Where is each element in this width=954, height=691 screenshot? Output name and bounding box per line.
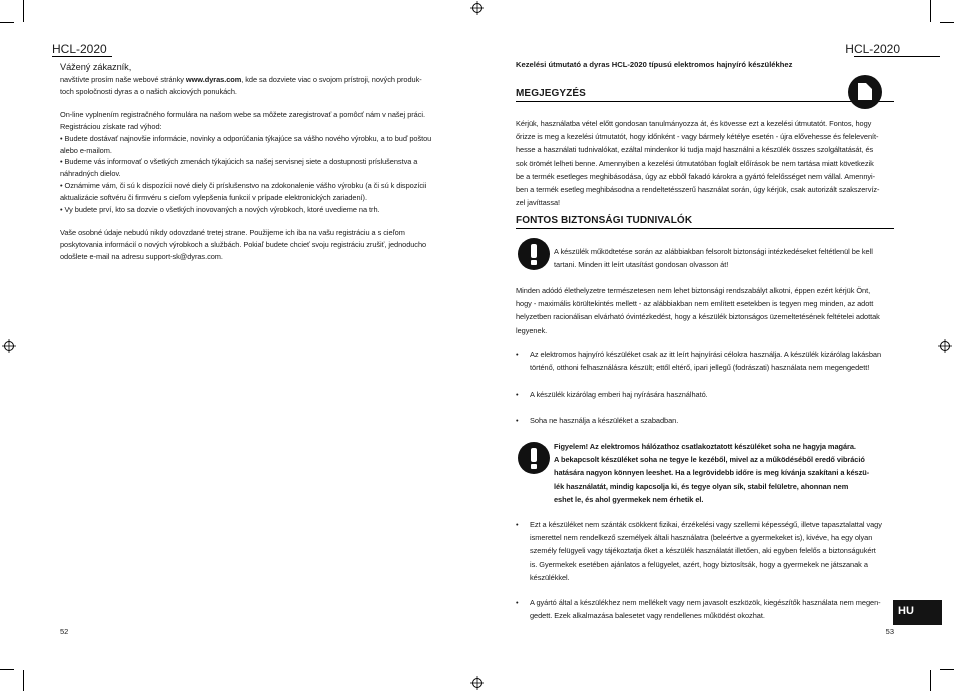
right-page: HCL-2020 Kezelési útmutató a dyras HCL-2020 típusú elektromos hajnyíró készülékhez MEGJEGYZÉS Kérjük, használatba vétel előtt gondosan tanulmányozza át, és kövesse ezt a kezelési útmutatót. Fontos, hogy őrizze is meg a kezelési útmutatót, hogy időnként - vagy bármely kétélye esetén - újra elővehesse és felelevenít- hesse a használati tudnivalókat, ezáltal mindenkor ki tudja majd használni a készülék összes szolgáltatását, és sok örömét lelheti benne. Amennyiben a kezelési útmutatóban foglalt előírások be nem tartása miatt következik be a termék esetleges meghibásodása, úgy az ebből fakadó károkra a gyártó felelősséget nem vállal. Amennyi- ben a termék esetleg meghibásodna a rendeltetésszerű használat során, úgy kérjük, csak autorizált szakszervíz- zel javíttassa! FONTOS BIZTONSÁGI TUDNIVALÓK A készülék működtetése során az alábbiakban felsorolt biztonsági intézkedéseket feltétlenül be kell tartani. Minden itt leírt utasítást gondosan olvasson át! Minden adódó élethelyzetre természetesen nem lehet biztonsági rendszabályt alkotni, éppen ezért kérjük Önt, hogy - maximális körültekintés mellett - az alábbiakban nem említett esetekben is tegyen meg minden, az adott helyzetben racionálisan elvárható óvintézkedést, hogy a készülék biztonságos üzemeltetésének feltételei adottak legyenek. • Az elektromos hajnyíró készüléket csak az itt leírt hajnyírási célokra használja. A készülék kizárólag lakásban történő, otthoni felhasználásra készült; ettől eltérő, ipari jellegű (fodrászati) használata nem megengedett! • A készülék kizárólag emberi haj nyírására használható. • Soha ne használja a készüléket a szabadban. Figyelem! Az elektromos hálózathoz csatlakoztatott készüléket soha ne hagyja magára. A bekapcsolt készüléket soha ne tegye le kezéből, mivel az a működéséből eredő vibráció hatására nagyon könnyen leeshet. Ha a legrövidebb időre is meg kívánja szakítani a készü- lék használatát, mindig kapcsolja ki, és tegye olyan sík, stabil felületre, ahonnan nem eshet le, és ahol gyermekek nem érhetik el. • Ezt a készüléket nem szánták csökkent fizikai, érzékelési vagy szellemi képességű, illetve tapasztalattal vagy ismerettel nem rendelkező személyek általi használatra (beleértve a gyermekeket is), kivéve, ha egy olyan személy felügyeli vagy tájékoztatja őket a készülék használatát illetően, aki egyben felelős a biztonságukért is. Gyermekek esetében ajánlatos a felügyelet, azért, hogy biztosítsák, hogy a gyermekek ne játszanak a készülékkel. • A gyártó által a készülékhez nem mellékelt vagy nem javasolt eszközök, kiegészítők használata nem megen- gedett. Ezek alkalmazása balesetet vagy rendellenes működést okozhat. 53: [514, 40, 894, 650]
crop-mark: [23, 670, 24, 691]
text-line: helyzetben racionálisan elvárható óvintézkedést, hogy a készülék biztonságos üzemeltetésének feltételei adottak: [516, 312, 880, 322]
text-line: On-line vyplnením registračného formulára na našom webe sa môžete zaregistrovať a pomôcť nám v našej práci.: [60, 110, 425, 120]
manual-title: Kezelési útmutató a dyras HCL-2020 típusú elektromos hajnyíró készülékhez: [516, 60, 793, 69]
text-line: gedett. Ezek alkalmazása balesetet vagy rendellenes működést okozhat.: [530, 611, 765, 621]
slovak-text: [60, 62, 442, 263]
text-line: Kérjük, használatba vétel előtt gondosan tanulmányozza át, és kövesse ezt a kezelési útmutatót. Fontos, hogy: [516, 119, 872, 128]
text-line: Ezt a készüléket nem szánták csökkent fizikai, érzékelési vagy szellemi képességű, illetve tapasztalattal vagy: [530, 520, 882, 529]
safety-heading: FONTOS BIZTONSÁGI TUDNIVALÓK: [516, 215, 693, 226]
crop-mark: [23, 0, 24, 22]
text-line: hatására nagyon könnyen leeshet. Ha a legrövidebb időre is meg kívánja szakítani a készü-: [554, 468, 870, 478]
note-heading: MEGJEGYZÉS: [516, 88, 586, 99]
text-line: toch spoločnosti dyras a o našich akciových ponukách.: [60, 86, 237, 96]
crosshair-icon: [470, 676, 484, 690]
text-line: eshet le, és ahol gyermekek nem érhetik el.: [554, 494, 704, 504]
safety-heading-rule: [516, 228, 894, 229]
text-line: be a termék esetleges meghibásodása, úgy az ebből fakadó károkra a gyártó felelősséget nem vállal. Amennyi-: [516, 171, 876, 181]
text-line: tartani. Minden itt leírt utasítást gondosan olvasson át!: [554, 260, 729, 270]
crop-mark: [0, 22, 14, 23]
language-tab: HU: [893, 600, 942, 625]
text-line: Az elektromos hajnyíró készüléket csak az itt leírt hajnyírási célokra használja. A készülék kizárólag lakásban: [530, 350, 882, 359]
text-line: ben a termék esetleg meghibásodna a rendeltetésszerű használat során, úgy kérjük, csak autorizált szakszervíz-: [516, 185, 880, 195]
crop-mark: [940, 22, 954, 23]
text-line: odošlete e-mail na adresu support-sk@dyras.com.: [60, 251, 223, 261]
crop-mark: [940, 669, 954, 670]
text-line: • Budete dostávať najnovšie informácie, novinky a odporúčania týkajúce sa vášho nového výrobku, a to buď poštou: [60, 133, 432, 143]
text-line: poskytovania informácií o nových výrobkoch a službách. Pokiaľ budete chcieť svoju registráciu zrušiť, jednoducho: [60, 239, 427, 249]
safety-intro: [554, 245, 894, 271]
crosshair-icon: [938, 339, 952, 353]
page-number-right: 53: [885, 627, 894, 636]
text-line: Registráciou získate rad výhod:: [60, 121, 162, 131]
crosshair-icon: [470, 1, 484, 15]
text-line: őrizze is meg a kezelési útmutatót, hogy időnként - vagy bármely kétélye esetén - újra elővehesse és felelevenít-: [516, 132, 879, 142]
model-label-left: HCL-2020: [52, 42, 107, 56]
text-line: Soha ne használja a készüléket a szabadban.: [530, 416, 679, 425]
header-rule-right: [854, 56, 940, 57]
text-line: hogy - maximális körültekintés mellett - az alábbiakban nem említett esetekben is tegyen meg minden, az adott: [516, 299, 874, 309]
exclamation-icon: [518, 238, 550, 270]
text-line: hesse a használati tudnivalókat, ezáltal mindenkor ki tudja majd használni a készülék összes szolgáltatását, és: [516, 145, 874, 155]
crop-mark: [930, 0, 931, 22]
website-link: www.dyras.com: [185, 74, 242, 84]
text-line: • Budeme vás informovať o všetkých zmenách týkajúcich sa našej servisnej siete a dostupnosti príslušenstva a: [60, 157, 418, 167]
text-line: náhradných dielov.: [60, 169, 121, 179]
text-line: lék használatát, mindig kapcsolja ki, és tegye olyan sík, stabil felületre, ahonnan nem: [554, 481, 849, 491]
text-line: A bekapcsolt készüléket soha ne tegye le kezéből, mivel az a működéséből eredő vibráció: [554, 455, 865, 465]
text-line: Vaše osobné údaje nebudú nikdy odovzdané tretej strane. Použijeme ich iba na vašu registráciu a s cieľom: [60, 228, 405, 238]
greeting: Vážený zákazník,: [60, 62, 132, 72]
text-line: Figyelem! Az elektromos hálózathoz csatlakoztatott készüléket soha ne hagyja magára.: [554, 442, 856, 451]
text-line: ismerettel nem rendelkező személyek általi használatra (beleértve a gyermekeket is), kivéve, ha egy olyan: [530, 533, 873, 543]
exclamation-icon: [518, 442, 550, 474]
text-line: történő, otthoni felhasználásra készült; ettől eltérő, ipari jellegű (fodrászati) használata nem megengedett!: [530, 363, 870, 373]
warning-text: [554, 440, 894, 506]
general-precautions: [516, 284, 890, 337]
left-page: [52, 40, 444, 650]
text-line: • Vy budete prví, kto sa dozvie o všetkých inovovaných a nových výrobkoch, ktoré uvedieme na trh.: [60, 204, 380, 214]
text-line: sok örömét lelheti benne. Amennyiben a kezelési útmutatóban foglalt előírások be nem tartása miatt következik: [516, 158, 874, 168]
text-line: is. Gyermekek esetében ajánlatos a felügyelet, azért, hogy biztosítsák, hogy a gyermekek ne játszanak a: [530, 559, 868, 569]
text-line: navštívte prosím naše webové stránky www.dyras.com, kde sa dozviete viac o svojom prístroji, nových produk-: [60, 74, 422, 84]
crop-mark: [930, 670, 931, 691]
text-line: zel javíttassa!: [516, 198, 561, 208]
text-line: alebo e-mailom.: [60, 145, 112, 155]
text-line: legyenek.: [516, 325, 548, 335]
crop-mark: [0, 669, 14, 670]
text-line: A készülék kizárólag emberi haj nyírására használható.: [530, 390, 708, 399]
text-line: Minden adódó élethelyzetre természetesen nem lehet biztonsági rendszabályt alkotni, éppen ezért kérjük Önt,: [516, 286, 871, 295]
text-line: A készülék működtetése során az alábbiakban felsorolt biztonsági intézkedéseket feltétlenül be kell: [554, 247, 873, 256]
note-heading-rule: [516, 101, 894, 102]
note-text: [516, 117, 890, 209]
text-line: készülékkel.: [530, 572, 570, 582]
model-label-right: HCL-2020: [845, 42, 900, 56]
document-icon: [848, 75, 882, 109]
crosshair-icon: [2, 339, 16, 353]
header-rule-left: [52, 56, 112, 57]
text-line: személy felügyeli vagy tájékoztatja őket a készülék használatát illetően, aki egyben felelős a biztonságukért: [530, 546, 876, 556]
text-line: A gyártó által a készülékhez nem mellékelt vagy nem javasolt eszközök, kiegészítők használata nem megen-: [530, 598, 881, 607]
page-number-left: 52: [60, 627, 69, 636]
text-line: aktualizácie softvéru či firmvéru s cieľom vylepšenia funkcií v prípade elektronických zariadení).: [60, 192, 367, 202]
text-line: • Oznámime vám, či sú k dispozícii nové diely či príslušenstvo na zdokonalenie vášho výrobku (a či sú k dispozícii: [60, 180, 427, 190]
